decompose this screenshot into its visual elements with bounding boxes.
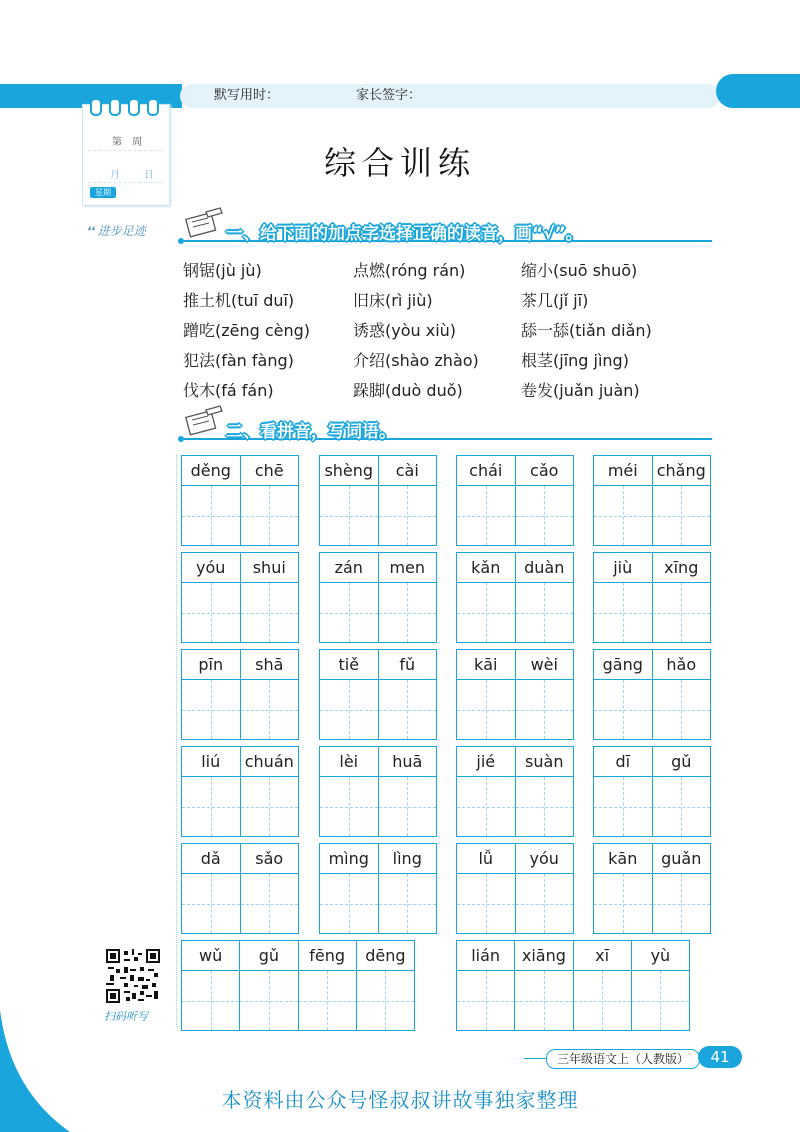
writing-box[interactable] — [241, 486, 299, 545]
writing-box[interactable] — [594, 486, 653, 545]
ring-icon — [128, 98, 140, 116]
writing-box[interactable] — [594, 680, 653, 739]
pinyin-row — [594, 553, 710, 583]
writing-box[interactable] — [457, 874, 516, 933]
word-grid — [319, 746, 437, 837]
section1-title: 一、给下面的加点字选择正确的读音，画“√”。 — [226, 224, 583, 244]
pinyin-row — [594, 747, 710, 777]
qr-code-icon[interactable] — [106, 949, 160, 1003]
word-grid — [181, 649, 299, 740]
pinyin-syllable: kǎn — [457, 553, 516, 582]
writing-boxes — [594, 874, 710, 933]
writing-box[interactable] — [182, 486, 241, 545]
pronunciation-item: 钢锯(jù jù) — [183, 261, 262, 280]
ring-icon — [90, 98, 102, 116]
pinyin-syllable: jié — [457, 747, 516, 776]
section2-title: 二、看拼音，写词语。 — [226, 422, 396, 442]
pencil-note-icon — [180, 206, 226, 242]
calendar-month-label: 月 — [110, 170, 120, 181]
writing-box[interactable] — [379, 680, 437, 739]
pronunciation-item: 犯法(fàn fàng) — [183, 351, 294, 370]
pinyin-syllable: yóu — [182, 553, 241, 582]
pinyin-syllable: gǔ — [671, 752, 692, 771]
pinyin-syllable: shā — [255, 655, 284, 674]
word-grid — [319, 649, 437, 740]
writing-box[interactable] — [241, 680, 299, 739]
calendar-day-label: 日 — [144, 170, 154, 181]
pronunciation-item: 旧床(rì jiù) — [353, 291, 433, 310]
pinyin-syllable: kān — [594, 844, 653, 873]
pinyin-row — [320, 553, 436, 583]
writing-box[interactable] — [594, 583, 653, 642]
writing-box[interactable] — [240, 971, 298, 1030]
writing-boxes — [457, 583, 573, 642]
header-band-right — [716, 74, 800, 108]
pinyin-syllable: pīn — [182, 650, 241, 679]
pinyin-row — [457, 844, 573, 874]
writing-box[interactable] — [653, 486, 711, 545]
pinyin-syllable: lèi — [320, 747, 379, 776]
word-grid — [181, 843, 299, 934]
pinyin-row — [457, 456, 573, 486]
writing-box[interactable] — [516, 874, 574, 933]
pinyin-syllable: kāi — [457, 650, 516, 679]
writing-box[interactable] — [182, 680, 241, 739]
writing-box[interactable] — [515, 971, 573, 1030]
footprint-icon: ❛❛ — [86, 224, 94, 238]
pinyin-syllable: fǔ — [399, 655, 416, 674]
writing-box[interactable] — [182, 777, 241, 836]
writing-box[interactable] — [516, 777, 574, 836]
pronunciation-list — [183, 258, 703, 406]
pinyin-syllable: sǎo — [255, 849, 284, 868]
pinyin-syllable: duàn — [524, 558, 565, 577]
pinyin-syllable: mìng — [320, 844, 379, 873]
pronunciation-item: 伐木(fá fán) — [183, 381, 274, 400]
pinyin-syllable: chǎng — [656, 461, 706, 480]
word-grid — [181, 552, 299, 643]
pinyin-syllable: děng — [182, 456, 241, 485]
footer-line — [524, 1058, 546, 1059]
writing-box[interactable] — [516, 583, 574, 642]
pinyin-syllable: dī — [594, 747, 653, 776]
writing-box[interactable] — [241, 583, 299, 642]
writing-box[interactable] — [379, 583, 437, 642]
word-grid — [593, 552, 711, 643]
writing-box[interactable] — [241, 874, 299, 933]
word-grid — [593, 746, 711, 837]
pinyin-syllable: wǔ — [182, 941, 240, 970]
word-grid — [456, 843, 574, 934]
pinyin-row — [594, 456, 710, 486]
pinyin-row — [457, 553, 573, 583]
writing-boxes — [182, 971, 414, 1030]
writing-boxes — [320, 874, 436, 933]
pronunciation-item: 缩小(suō shuō) — [521, 261, 638, 280]
book-label: 三年级语文上（人教版） — [546, 1049, 700, 1069]
writing-box[interactable] — [320, 583, 379, 642]
pinyin-syllable: liú — [182, 747, 241, 776]
writing-boxes — [320, 680, 436, 739]
writing-box[interactable] — [457, 971, 515, 1030]
pinyin-row — [320, 650, 436, 680]
writing-box[interactable] — [594, 874, 653, 933]
word-grid — [456, 940, 690, 1031]
word-grid — [456, 649, 574, 740]
writing-box[interactable] — [632, 971, 689, 1030]
pinyin-row — [320, 747, 436, 777]
pinyin-syllable: lìng — [392, 849, 422, 868]
pinyin-syllable: xīng — [664, 558, 699, 577]
writing-box[interactable] — [457, 680, 516, 739]
pronunciation-item: 卷发(juǎn juàn) — [521, 381, 640, 400]
writing-box[interactable] — [320, 874, 379, 933]
writing-box[interactable] — [320, 680, 379, 739]
writing-box[interactable] — [653, 777, 711, 836]
writing-boxes — [594, 680, 710, 739]
writing-boxes — [182, 583, 298, 642]
pinyin-syllable: lián — [457, 941, 515, 970]
pinyin-syllable: men — [389, 558, 426, 577]
pinyin-syllable: gāng — [594, 650, 653, 679]
writing-box[interactable] — [594, 777, 653, 836]
pinyin-syllable: yù — [650, 946, 671, 965]
dictation-time-label: 默写用时： — [214, 88, 280, 103]
word-grid — [456, 552, 574, 643]
writing-boxes — [320, 486, 436, 545]
word-grid — [181, 940, 415, 1031]
writing-box[interactable] — [516, 680, 574, 739]
writing-boxes — [182, 777, 298, 836]
pinyin-syllable: cài — [395, 461, 419, 480]
word-grid — [593, 649, 711, 740]
qr-label: 扫码听写 — [104, 1010, 148, 1023]
pinyin-row — [182, 553, 298, 583]
page-number: 41 — [698, 1046, 742, 1068]
word-grid — [456, 455, 574, 546]
pinyin-syllable: zán — [320, 553, 379, 582]
writing-box[interactable] — [516, 486, 574, 545]
pronunciation-item: 介绍(shào zhào) — [353, 351, 479, 370]
writing-box[interactable] — [379, 874, 437, 933]
guide-line — [176, 455, 177, 1027]
writing-boxes — [182, 680, 298, 739]
calendar-weekday-label: 星期 — [90, 187, 116, 198]
writing-boxes — [594, 583, 710, 642]
pinyin-syllable: tiě — [320, 650, 379, 679]
pronunciation-item: 诱惑(yòu xiù) — [353, 321, 457, 340]
writing-box[interactable] — [182, 971, 240, 1030]
pinyin-syllable: dǎ — [182, 844, 241, 873]
pronunciation-item: 点燃(róng rán) — [353, 261, 466, 280]
pronunciation-item: 茶几(jǐ jī) — [521, 291, 589, 310]
writing-boxes — [457, 680, 573, 739]
writing-box[interactable] — [457, 583, 516, 642]
calendar-week-label: 第 周 — [112, 137, 142, 148]
writing-box[interactable] — [574, 971, 632, 1030]
writing-boxes — [594, 486, 710, 545]
word-grid — [181, 455, 299, 546]
pinyin-syllable: huā — [392, 752, 423, 771]
writing-boxes — [182, 486, 298, 545]
pinyin-row — [320, 844, 436, 874]
pinyin-syllable: jiù — [594, 553, 653, 582]
writing-boxes — [457, 777, 573, 836]
pinyin-row — [182, 456, 298, 486]
writing-box[interactable] — [320, 777, 379, 836]
pinyin-syllable: lǚ — [457, 844, 516, 873]
pinyin-syllable: shèng — [320, 456, 379, 485]
pronunciation-item: 跺脚(duò duǒ) — [353, 381, 463, 400]
pinyin-syllable: cǎo — [530, 461, 559, 480]
writing-boxes — [320, 583, 436, 642]
word-grid — [319, 552, 437, 643]
writing-boxes — [182, 874, 298, 933]
pinyin-row — [594, 844, 710, 874]
word-grid — [593, 455, 711, 546]
writing-box[interactable] — [379, 486, 437, 545]
pinyin-row — [457, 941, 689, 971]
footprint-text: 进步足迹 — [97, 224, 146, 238]
writing-box[interactable] — [653, 874, 711, 933]
ring-icon — [147, 98, 159, 116]
pinyin-row — [594, 650, 710, 680]
pinyin-row — [182, 844, 298, 874]
writing-box[interactable] — [357, 971, 414, 1030]
pinyin-row — [320, 456, 436, 486]
writing-box[interactable] — [457, 486, 516, 545]
pinyin-row — [457, 747, 573, 777]
writing-boxes — [457, 874, 573, 933]
word-grid — [319, 455, 437, 546]
bottom-note: 本资料由公众号怪叔叔讲故事独家整理 — [221, 1088, 579, 1112]
page-title: 综合训练 — [323, 144, 476, 182]
pinyin-syllable: méi — [594, 456, 653, 485]
pinyin-syllable: dēng — [365, 946, 406, 965]
pronunciation-item: 舔一舔(tiǎn diǎn) — [521, 321, 652, 340]
pinyin-syllable: fēng — [299, 941, 357, 970]
word-grid — [319, 843, 437, 934]
pinyin-syllable: xiāng — [515, 941, 573, 970]
word-grid — [181, 746, 299, 837]
pinyin-syllable: chuán — [244, 752, 294, 771]
pinyin-syllable: shui — [252, 558, 286, 577]
pinyin-syllable: gǔ — [240, 941, 298, 970]
writing-box[interactable] — [653, 583, 711, 642]
pinyin-syllable: guǎn — [661, 849, 702, 868]
pinyin-syllable: suàn — [525, 752, 564, 771]
writing-box[interactable] — [379, 777, 437, 836]
pinyin-row — [457, 650, 573, 680]
pinyin-syllable: chái — [457, 456, 516, 485]
writing-box[interactable] — [182, 583, 241, 642]
footprint-label — [86, 222, 146, 239]
pinyin-syllable: yóu — [529, 849, 559, 868]
pinyin-row — [182, 747, 298, 777]
pronunciation-item: 推土机(tuī duī) — [183, 291, 295, 310]
pinyin-row — [182, 650, 298, 680]
ring-icon — [109, 98, 121, 116]
pencil-note-icon — [180, 404, 226, 440]
writing-boxes — [320, 777, 436, 836]
pronunciation-item: 根茎(jīng jìng) — [521, 351, 629, 370]
writing-boxes — [594, 777, 710, 836]
pinyin-syllable: xī — [574, 941, 632, 970]
pinyin-syllable: wèi — [530, 655, 558, 674]
pinyin-syllable: chē — [254, 461, 284, 480]
writing-boxes — [457, 486, 573, 545]
word-grid — [593, 843, 711, 934]
word-grid — [456, 746, 574, 837]
pinyin-row — [182, 941, 414, 971]
writing-boxes — [457, 971, 689, 1030]
pinyin-syllable: hǎo — [666, 655, 697, 674]
corner-decoration — [0, 1010, 70, 1132]
pronunciation-item: 蹭吃(zēng cèng) — [183, 321, 311, 340]
writing-box[interactable] — [241, 777, 299, 836]
writing-box[interactable] — [457, 777, 516, 836]
writing-box[interactable] — [320, 486, 379, 545]
parent-signature-label: 家长签字： — [356, 88, 422, 103]
writing-box[interactable] — [653, 680, 711, 739]
writing-box[interactable] — [182, 874, 241, 933]
writing-box[interactable] — [299, 971, 357, 1030]
